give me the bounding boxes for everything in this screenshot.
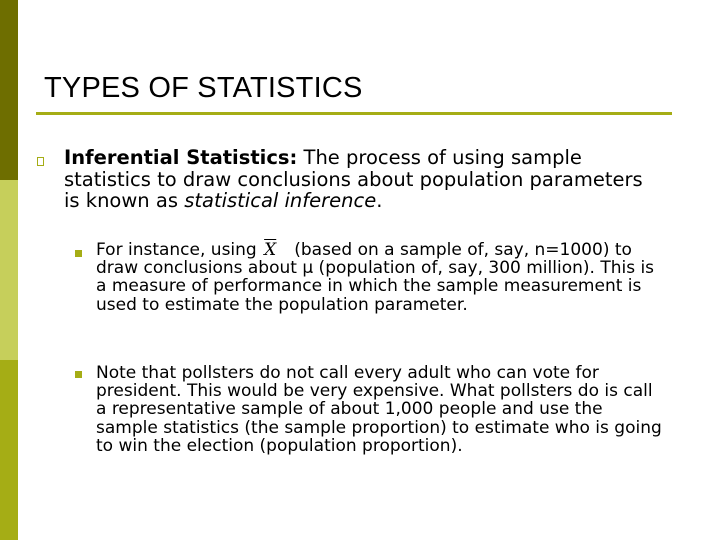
hollow-square-bullet-icon: [37, 157, 44, 166]
sub-bullet-1-text: [96, 241, 666, 314]
sub-bullet-1-body: (based on a sample of, say, n=1000) to draw conclusions about μ (population of, say, 300 million). This is a measure of performance in which the sample measurement is used to estimate the population parameter.: [96, 240, 655, 315]
sub-bullet-2-text: Note that pollsters do not call every adult who can vote for president. This would be very expensive. What pollsters do is call a representative sample of about 1,000 people and use the sample statistics (the sample proportion) to estimate who is going to win the election (population proportion).: [96, 363, 662, 456]
main-bullet-emphasis: statistical inference: [184, 189, 377, 212]
main-bullet-end: .: [376, 189, 383, 212]
x-bar-symbol: $\overline{X}$: [264, 240, 277, 260]
main-bullet-body: The process of using sample statistics to draw conclusions about population parameters is known as: [64, 146, 643, 212]
sidebar-segment-top: [0, 0, 18, 180]
title-underline: [36, 112, 672, 115]
sidebar-segment-bottom: [0, 360, 18, 540]
main-bullet-text: [64, 147, 664, 212]
sub-bullet-1-lead: For instance, using: [96, 240, 257, 260]
slide-title: TYPES OF STATISTICS: [44, 72, 363, 104]
main-bullet-lead: Inferential Statistics:: [64, 146, 298, 169]
sidebar-accent-bar: [0, 0, 18, 540]
sidebar-segment-middle: [0, 180, 18, 360]
filled-square-bullet-icon: [75, 250, 82, 257]
filled-square-bullet-icon: [75, 371, 82, 378]
